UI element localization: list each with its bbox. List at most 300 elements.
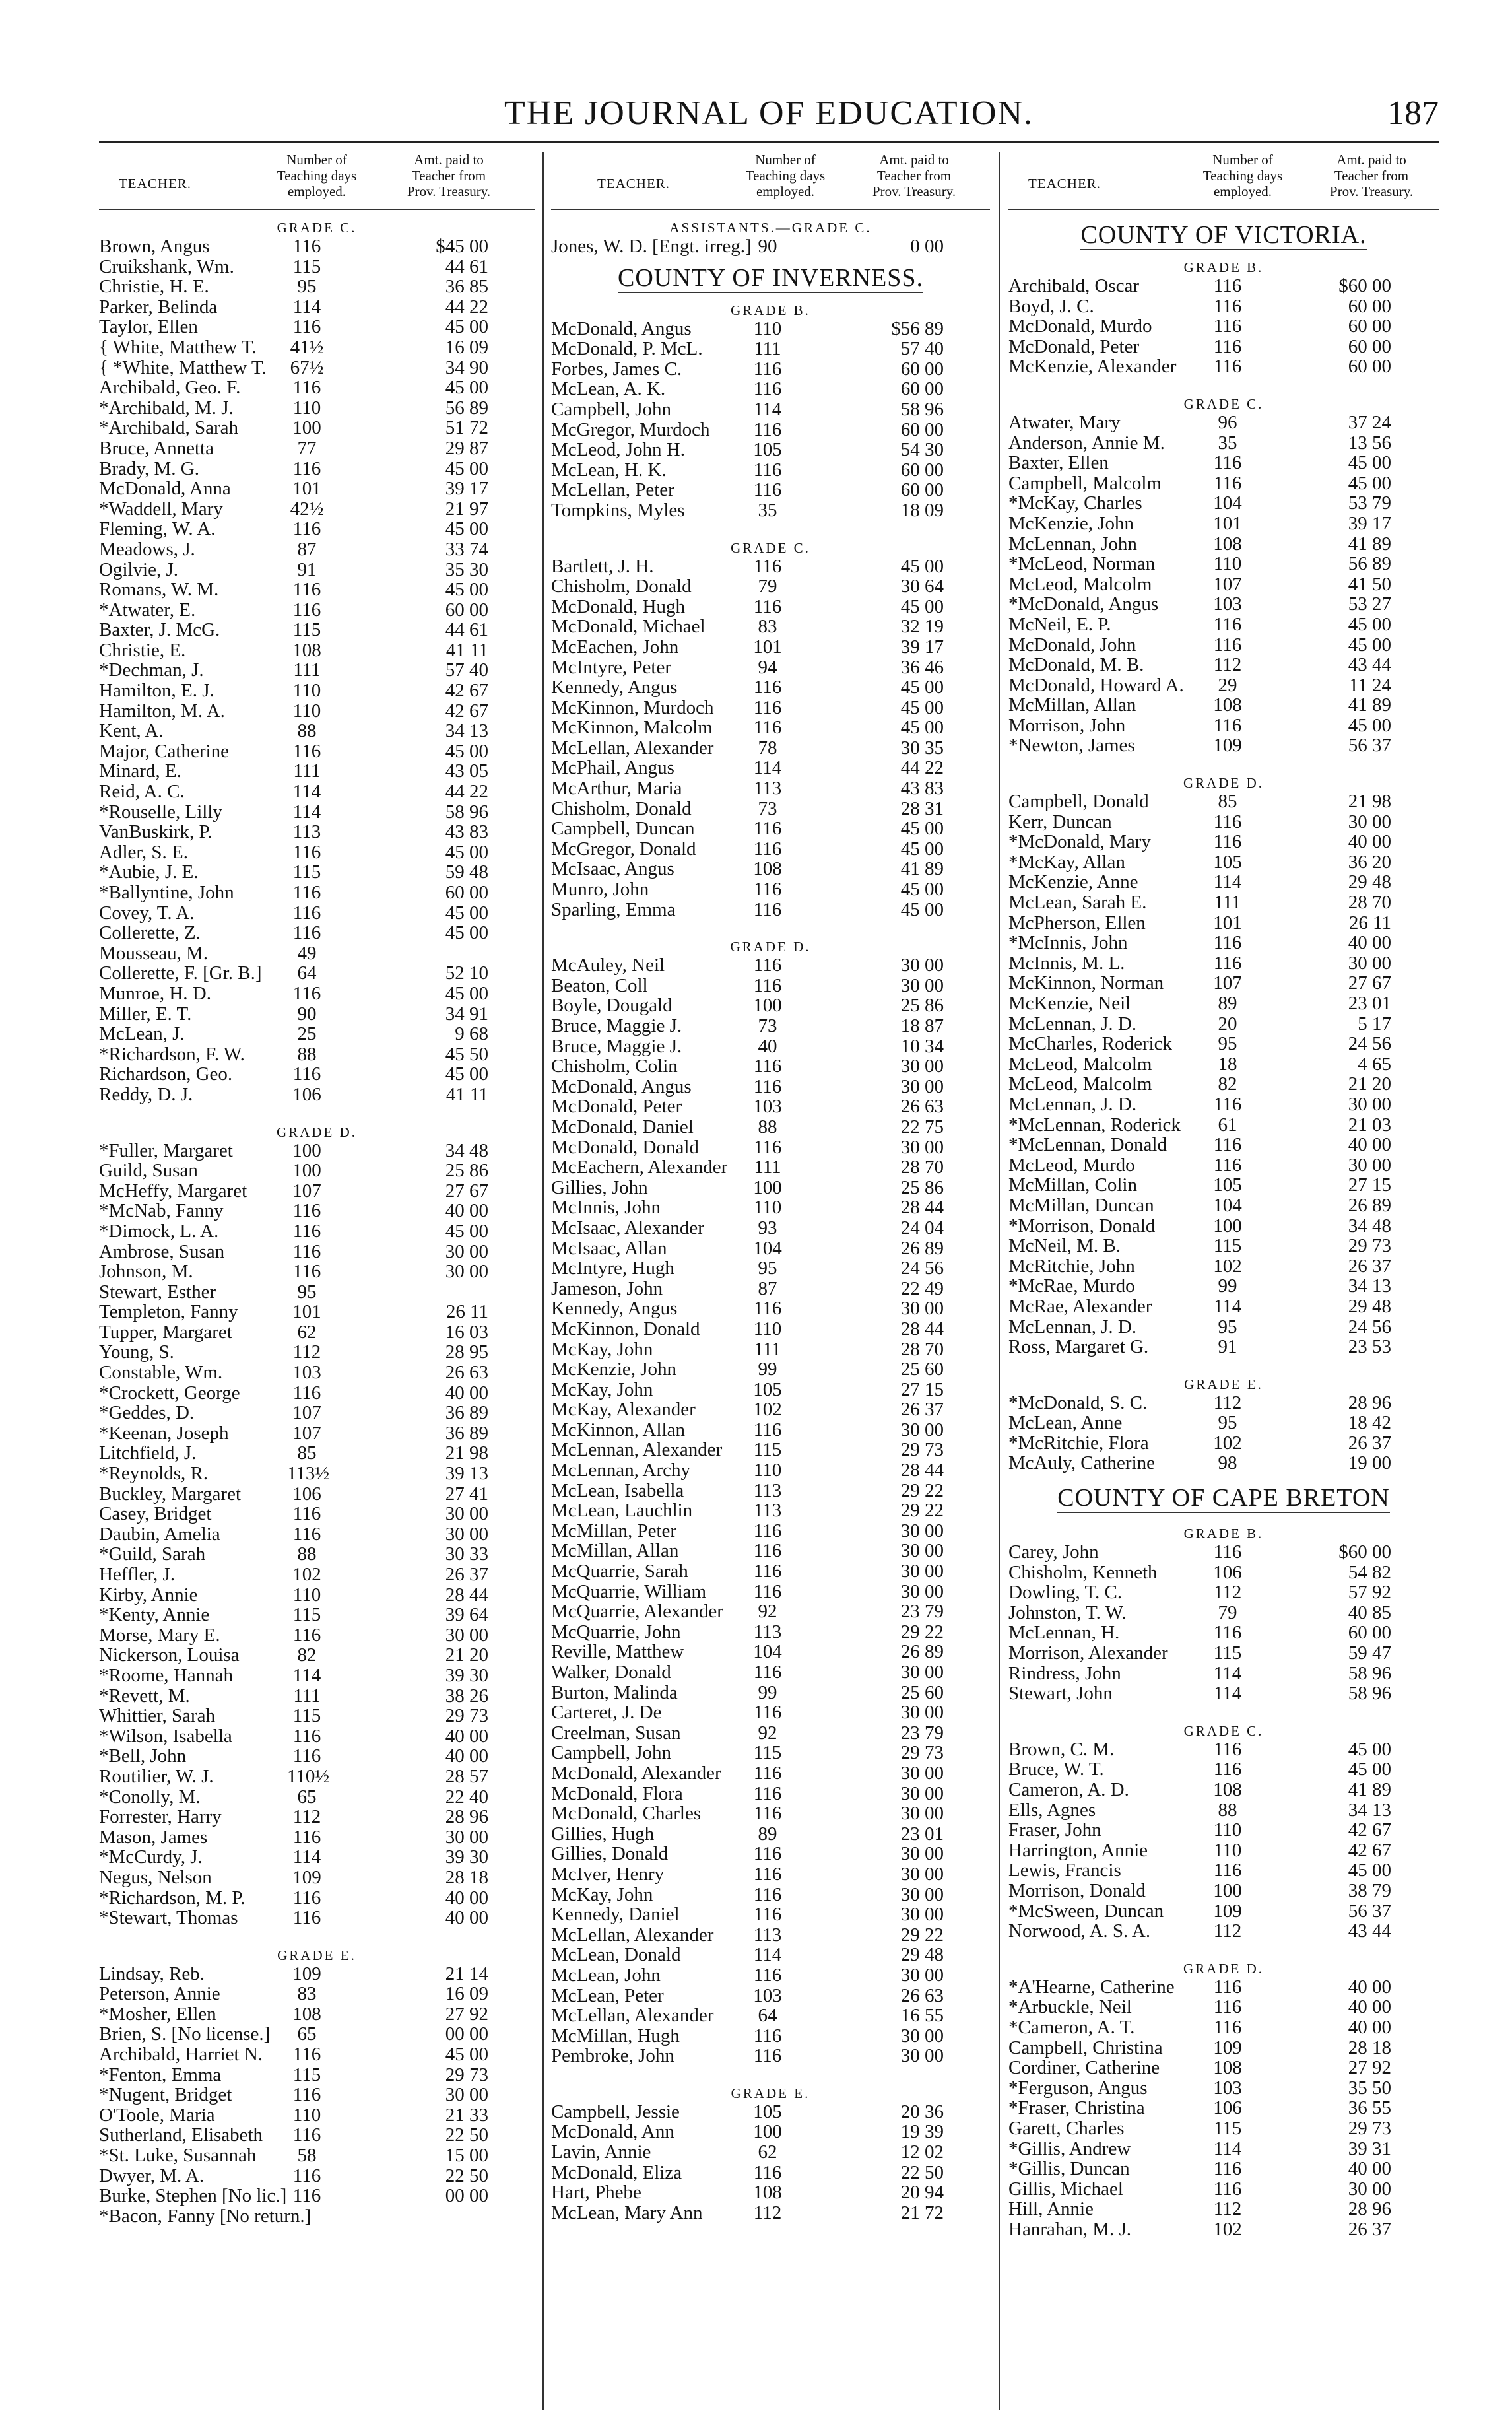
teaching-days: 109 [1213, 735, 1242, 757]
table-row [99, 1767, 535, 1787]
teaching-days: 116 [753, 818, 782, 840]
teacher-name: McLennan, J. D. [1008, 1013, 1137, 1034]
teacher-name: Stewart, John [1008, 1683, 1113, 1705]
table-row [1008, 1413, 1439, 1433]
teaching-days: 85 [297, 1442, 317, 1464]
teaching-days: 101 [292, 478, 321, 500]
amount-paid: 43 05 [445, 760, 488, 782]
table-row [99, 640, 535, 661]
teacher-name: McDonald, Murdo [1008, 316, 1152, 337]
table-row [1008, 1623, 1439, 1643]
teaching-days: 116 [1213, 1976, 1242, 1998]
amount-paid: 39 17 [900, 636, 944, 658]
teacher-name: Bruce, Maggie J. [551, 1015, 682, 1036]
amount-paid: 21 97 [445, 498, 488, 520]
teaching-days: 103 [1213, 2077, 1242, 2099]
teacher-name: McDonald, Hugh [551, 595, 685, 617]
table-row [551, 1844, 990, 1864]
amount-paid: 34 48 [1348, 1215, 1391, 1236]
teaching-days: 116 [753, 378, 782, 400]
amount-paid: 45 50 [445, 1043, 488, 1065]
teacher-name: McLeod, Malcolm [1008, 573, 1152, 595]
table-row [99, 1322, 535, 1343]
amount-paid: 28 57 [445, 1765, 488, 1787]
teacher-name: *Stewart, Thomas [99, 1907, 238, 1929]
table-row [1008, 1582, 1439, 1603]
table-row [551, 718, 990, 738]
teacher-name: Gillis, Michael [1008, 2178, 1123, 2200]
amount-paid: 30 00 [445, 1523, 488, 1545]
amount-paid: 26 11 [445, 1301, 488, 1323]
table-row [1008, 2199, 1439, 2219]
teacher-name: Mason, James [99, 1826, 208, 1848]
teaching-days: 114 [753, 1944, 782, 1966]
teacher-name: *McRae, Murdo [1008, 1275, 1135, 1297]
amount-heading: Amt. paid to Teacher from Prov. Treasury. [407, 152, 491, 199]
grade-heading: GRADE C. [731, 539, 810, 556]
table-row [551, 1117, 990, 1137]
teaching-days: 116 [1213, 2158, 1242, 2180]
table-row [551, 1521, 990, 1541]
table-row [551, 996, 990, 1016]
table-row [99, 1787, 535, 1807]
table-row [551, 1925, 990, 1945]
table-row [99, 580, 535, 600]
amount-paid: 53 27 [1348, 593, 1391, 615]
county-title: COUNTY OF CAPE BRETON [1057, 1484, 1390, 1512]
amount-paid: 30 64 [900, 576, 944, 597]
table-row [99, 620, 535, 640]
table-row [1008, 1860, 1439, 1881]
teaching-days: 116 [753, 1136, 782, 1158]
table-row [1008, 1216, 1439, 1236]
teacher-name: Cruikshank, Wm. [99, 255, 234, 277]
teacher-name: McDonald, Daniel [551, 1116, 694, 1137]
amount-paid: 29 73 [900, 1439, 944, 1461]
amount-paid: 30 00 [900, 1762, 944, 1784]
table-row [551, 1400, 990, 1420]
teacher-name: McDonald, Ann [551, 2121, 674, 2143]
teacher-name: Ogilvie, J. [99, 558, 179, 580]
teacher-name: *Bell, John [99, 1745, 187, 1767]
section-gap [1008, 1942, 1439, 1955]
teacher-name: McPherson, Ellen [1008, 912, 1146, 933]
table-row [99, 600, 535, 621]
amount-paid: 45 00 [445, 922, 488, 944]
amount-paid: 5 17 [1358, 1013, 1391, 1034]
grade-heading: ASSISTANTS.—GRADE C. [669, 220, 872, 236]
amount-paid: 27 92 [1348, 2057, 1391, 2079]
teacher-name: Jameson, John [551, 1277, 663, 1299]
teaching-days: 89 [1218, 993, 1237, 1014]
amount-paid: 27 92 [445, 2003, 488, 2025]
table-row [1008, 2017, 1439, 2038]
table-row [99, 842, 535, 863]
amount-paid: 56 89 [1348, 553, 1391, 575]
teaching-days: 114 [1213, 871, 1242, 893]
table-row [99, 1984, 535, 2004]
teacher-name: Young, S. [99, 1341, 174, 1363]
amount-paid: 30 00 [900, 2045, 944, 2067]
teaching-days: 107 [1213, 972, 1242, 994]
table-row [1008, 635, 1439, 656]
teacher-name: McLean, Lauchlin [551, 1500, 693, 1522]
teaching-days: 112 [292, 1341, 321, 1363]
teacher-name: McIntyre, Peter [551, 656, 671, 678]
amount-paid: 30 00 [1348, 952, 1391, 974]
amount-paid: 30 00 [900, 1702, 944, 1724]
section-gap [1008, 1357, 1439, 1370]
amount-paid: 45 00 [445, 841, 488, 863]
teaching-days: 116 [292, 882, 321, 903]
teaching-days: 116 [1213, 1759, 1242, 1780]
amount-paid: 22 75 [900, 1116, 944, 1137]
section-gap [99, 1105, 535, 1118]
table-row [99, 2065, 535, 2085]
table-row [1008, 574, 1439, 595]
teacher-name: Pembroke, John [551, 2045, 674, 2067]
teaching-days: 116 [1213, 811, 1242, 832]
teaching-days: 116 [1213, 452, 1242, 474]
teaching-days: 112 [292, 1806, 321, 1828]
table-row [551, 1763, 990, 1784]
teaching-days: 110 [1213, 1839, 1242, 1861]
teaching-days: 109 [292, 1866, 321, 1888]
table-row [1008, 1175, 1439, 1196]
teacher-name: McKenzie, John [1008, 512, 1134, 534]
teacher-name: McDonald, Donald [551, 1136, 699, 1158]
teacher-name: McLellan, Alexander [551, 737, 714, 759]
teacher-name: McKay, John [551, 1338, 653, 1360]
amount-paid: 23 01 [1348, 993, 1391, 1014]
amount-paid: 53 79 [1348, 492, 1391, 514]
teaching-days: 100 [1213, 1215, 1242, 1236]
teaching-days: 114 [753, 398, 782, 420]
table-row [99, 1181, 535, 1201]
table-row [99, 1484, 535, 1504]
teacher-name: McDonald, Peter [551, 1096, 682, 1118]
teaching-days: 116 [753, 459, 782, 481]
table-row [1008, 2179, 1439, 2200]
table-row [1008, 1256, 1439, 1277]
teaching-days: 95 [297, 276, 317, 298]
table-row [1008, 453, 1439, 473]
table-row [1008, 1603, 1439, 1623]
grade-heading: GRADE E. [277, 1947, 356, 1963]
amount-paid: 45 00 [900, 879, 944, 900]
teacher-name: Morrison, Donald [1008, 1879, 1146, 1901]
teaching-days: 116 [753, 1762, 782, 1784]
teacher-name: Covey, T. A. [99, 902, 195, 924]
table-row [99, 883, 535, 903]
amount-paid: 40 00 [1348, 1996, 1391, 2018]
teaching-days: 116 [292, 1503, 321, 1525]
teaching-days: 116 [1213, 952, 1242, 974]
heading-rule [551, 209, 990, 210]
grade-heading: GRADE B. [731, 302, 810, 318]
teacher-name: McKay, John [551, 1378, 653, 1400]
teacher-name: Forrester, Harry [99, 1806, 222, 1828]
teacher-name: McNeil, E. P. [1008, 613, 1111, 635]
teaching-days: 116 [753, 1298, 782, 1320]
table-row [99, 358, 535, 378]
amount-paid: 26 37 [900, 1399, 944, 1421]
teacher-name: McMillan, Hugh [551, 2025, 680, 2046]
column-middle [551, 151, 990, 2223]
teacher-name: McKinnon, Allan [551, 1419, 685, 1440]
teacher-name: Hamilton, E. J. [99, 680, 214, 702]
table-row [1008, 1643, 1439, 1664]
teaching-days: 61 [1218, 1114, 1237, 1135]
amount-paid: 58 96 [900, 398, 944, 420]
amount-paid: 24 56 [1348, 1033, 1391, 1055]
teaching-days: 73 [758, 1015, 777, 1036]
table-row [551, 900, 990, 920]
teaching-days: 108 [1213, 533, 1242, 555]
teaching-days: 20 [1218, 1013, 1237, 1034]
teacher-name: McLennan, Archy [551, 1460, 690, 1481]
section-gap [551, 521, 990, 534]
teaching-days: 108 [1213, 694, 1242, 716]
amount-paid: 30 00 [445, 1624, 488, 1646]
table-row [551, 879, 990, 900]
amount-paid: 30 00 [900, 2025, 944, 2046]
table-row [551, 1905, 990, 1925]
county-title: COUNTY OF VICTORIA. [1080, 221, 1367, 249]
amount-paid: 45 00 [900, 898, 944, 920]
teaching-days: 67½ [290, 356, 324, 378]
teaching-days: 116 [292, 1725, 321, 1747]
teaching-days: 116 [753, 479, 782, 501]
amount-paid: 60 00 [1348, 1622, 1391, 1644]
teaching-days: 116 [753, 1782, 782, 1804]
grade-heading: GRADE D. [730, 939, 811, 955]
teaching-days: 112 [1213, 1392, 1242, 1413]
teacher-name: McAuley, Neil [551, 955, 665, 976]
table-row [551, 440, 990, 460]
teaching-days: 90 [297, 1003, 317, 1025]
teacher-name: Litchfield, J. [99, 1442, 197, 1464]
teaching-days: 101 [1213, 912, 1242, 933]
teacher-name: *McDonald, S. C. [1008, 1392, 1148, 1413]
teacher-name: *McLennan, Donald [1008, 1134, 1167, 1156]
table-row [551, 1440, 990, 1460]
teaching-days: 103 [292, 1362, 321, 1384]
teaching-days: 110 [292, 1584, 321, 1605]
amount-paid: 45 00 [445, 1220, 488, 1242]
grade-heading: GRADE C. [1183, 395, 1264, 412]
table-row [551, 2142, 990, 2163]
teaching-days: 116 [1213, 613, 1242, 635]
amount-paid: 41 50 [1348, 573, 1391, 595]
teaching-days: 110 [753, 1318, 782, 1339]
table-row [551, 379, 990, 399]
table-row [1008, 615, 1439, 635]
amount-paid: 21 72 [900, 2202, 944, 2223]
teacher-name: *Crockett, George [99, 1382, 240, 1403]
table-row [99, 1827, 535, 1848]
amount-paid: 41 11 [445, 1083, 488, 1105]
teaching-days: 116 [753, 419, 782, 440]
table-row [551, 1279, 990, 1299]
amount-paid: 27 41 [445, 1483, 488, 1504]
table-row [99, 1201, 535, 1221]
teaching-days: 108 [1213, 1779, 1242, 1800]
teacher-name: McMillan, Duncan [1008, 1194, 1154, 1216]
teaching-days: 113 [753, 1500, 782, 1522]
teaching-days: 115 [1213, 1235, 1242, 1257]
table-row [99, 337, 535, 358]
amount-paid: 24 56 [900, 1258, 944, 1279]
table-row [551, 2203, 990, 2223]
teaching-days: 79 [758, 576, 777, 597]
amount-paid: 39 30 [445, 1846, 488, 1868]
teaching-days: 115 [1213, 1642, 1242, 1664]
teaching-days: 114 [1213, 1295, 1242, 1317]
table-row [99, 1726, 535, 1747]
teacher-name: Reddy, D. J. [99, 1083, 193, 1105]
table-row [1008, 514, 1439, 534]
table-row [551, 399, 990, 420]
amount-paid: 9 68 [455, 1023, 488, 1045]
table-row [551, 1864, 990, 1885]
amount-paid: 43 44 [1348, 654, 1391, 676]
amount-paid: 41 89 [1348, 1779, 1391, 1800]
table-row [1008, 2159, 1439, 2179]
amount-paid: 39 30 [445, 1664, 488, 1686]
teaching-days: 115 [292, 1604, 321, 1626]
amount-paid: 27 67 [445, 1180, 488, 1201]
teacher-name: *Morrison, Donald [1008, 1215, 1156, 1236]
teacher-name: *Rouselle, Lilly [99, 801, 222, 823]
table-row [1008, 1841, 1439, 1861]
teaching-days: 104 [753, 1641, 782, 1663]
column-right [1008, 151, 1439, 2239]
table-row [1008, 2078, 1439, 2099]
teacher-name: Morrison, John [1008, 714, 1126, 736]
amount-paid: 41 89 [900, 858, 944, 880]
teacher-name: McKenzie, John [551, 1359, 677, 1380]
teacher-name: Baxter, Ellen [1008, 452, 1109, 474]
amount-paid: 30 35 [900, 737, 944, 759]
amount-paid: 41 11 [445, 639, 488, 661]
teaching-days: 102 [1213, 2218, 1242, 2240]
amount-paid: 40 00 [445, 1382, 488, 1403]
teacher-name: McKinnon, Donald [551, 1318, 700, 1339]
amount-paid: 28 96 [1348, 1392, 1391, 1413]
teacher-name: McIsaac, Allan [551, 1237, 667, 1259]
teacher-name: Garett, Charles [1008, 2117, 1125, 2139]
teaching-days: 112 [1213, 1582, 1242, 1604]
teacher-name: { White, Matthew T. [99, 336, 257, 358]
teacher-name: *Conolly, M. [99, 1786, 201, 1807]
teaching-days: 116 [753, 1803, 782, 1825]
amount-paid: 25 60 [900, 1681, 944, 1703]
teaching-days: 116 [1213, 316, 1242, 337]
teaching-days: 114 [292, 781, 321, 803]
teacher-name: McDonald, Peter [1008, 335, 1140, 357]
amount-paid: 24 56 [1348, 1316, 1391, 1337]
amount-paid: 58 96 [1348, 1662, 1391, 1684]
teaching-days: 102 [1213, 1432, 1242, 1454]
table-row [551, 576, 990, 597]
teaching-days: 88 [297, 720, 317, 742]
teaching-days: 65 [297, 1786, 317, 1807]
teaching-days: 99 [758, 1359, 777, 1380]
table-row [99, 1383, 535, 1403]
table-row [99, 1282, 535, 1302]
amount-paid: 34 13 [1348, 1799, 1391, 1821]
amount-paid: 45 00 [445, 740, 488, 762]
amount-paid: 51 72 [445, 417, 488, 439]
teaching-days: 100 [1213, 1879, 1242, 1901]
teaching-days: 116 [292, 2124, 321, 2146]
table-row [1008, 1997, 1439, 2017]
teacher-name: McIsaac, Alexander [551, 1217, 704, 1238]
teaching-days: 112 [753, 2202, 782, 2223]
amount-paid: 60 00 [900, 358, 944, 380]
teacher-name: McDonald, John [1008, 634, 1136, 656]
teacher-name: McEachen, John [551, 636, 679, 658]
amount-paid: 29 73 [1348, 1235, 1391, 1257]
teaching-days: 101 [753, 636, 782, 658]
table-row [551, 859, 990, 879]
teaching-days: 106 [1213, 1561, 1242, 1583]
teacher-name: Burton, Malinda [551, 1681, 678, 1703]
amount-paid: 30 00 [1348, 1154, 1391, 1176]
teaching-days: 116 [753, 1419, 782, 1440]
amount-paid: 43 83 [900, 778, 944, 799]
teaching-days: 115 [292, 861, 321, 883]
county-heading [551, 257, 990, 296]
table-row [99, 963, 535, 984]
amount-paid: 60 00 [1348, 316, 1391, 337]
amount-paid: 45 00 [900, 818, 944, 840]
teacher-name: McAuly, Catherine [1008, 1452, 1156, 1474]
table-row [1008, 1977, 1439, 1998]
teacher-name: Fleming, W. A. [99, 518, 216, 540]
amount-paid: 16 55 [900, 2005, 944, 2027]
amount-paid: 45 00 [445, 316, 488, 338]
table-row [551, 597, 990, 617]
teaching-days: 116 [753, 974, 782, 996]
amount-paid: 10 34 [900, 1035, 944, 1057]
amount-paid: 26 37 [1348, 2218, 1391, 2240]
table-row [99, 2024, 535, 2044]
amount-paid: 59 48 [445, 861, 488, 883]
teacher-name: McLellan, Peter [551, 479, 674, 501]
teacher-name: McLean, Peter [551, 1984, 664, 2006]
teacher-name: Carteret, J. De [551, 1702, 662, 1724]
teacher-name: Campbell, Malcolm [1008, 472, 1162, 494]
table-row [1008, 534, 1439, 555]
teacher-name: Gillies, John [551, 1176, 648, 1198]
teaching-days: 88 [297, 1043, 317, 1065]
table-row [551, 1602, 990, 1622]
teacher-name: Fraser, John [1008, 1819, 1101, 1841]
table-row [1008, 2219, 1439, 2240]
table-row [1008, 1820, 1439, 1841]
amount-paid: 60 00 [900, 479, 944, 501]
teaching-days: 110 [753, 1460, 782, 1481]
teacher-name: Bruce, W. T. [1008, 1759, 1104, 1780]
amount-paid: 29 22 [900, 1924, 944, 1945]
table-row [99, 1645, 535, 1666]
teaching-days: 105 [753, 1378, 782, 1400]
amount-paid: 26 37 [1348, 1432, 1391, 1454]
table-row [1008, 1196, 1439, 1216]
amount-paid: 30 00 [900, 1863, 944, 1885]
